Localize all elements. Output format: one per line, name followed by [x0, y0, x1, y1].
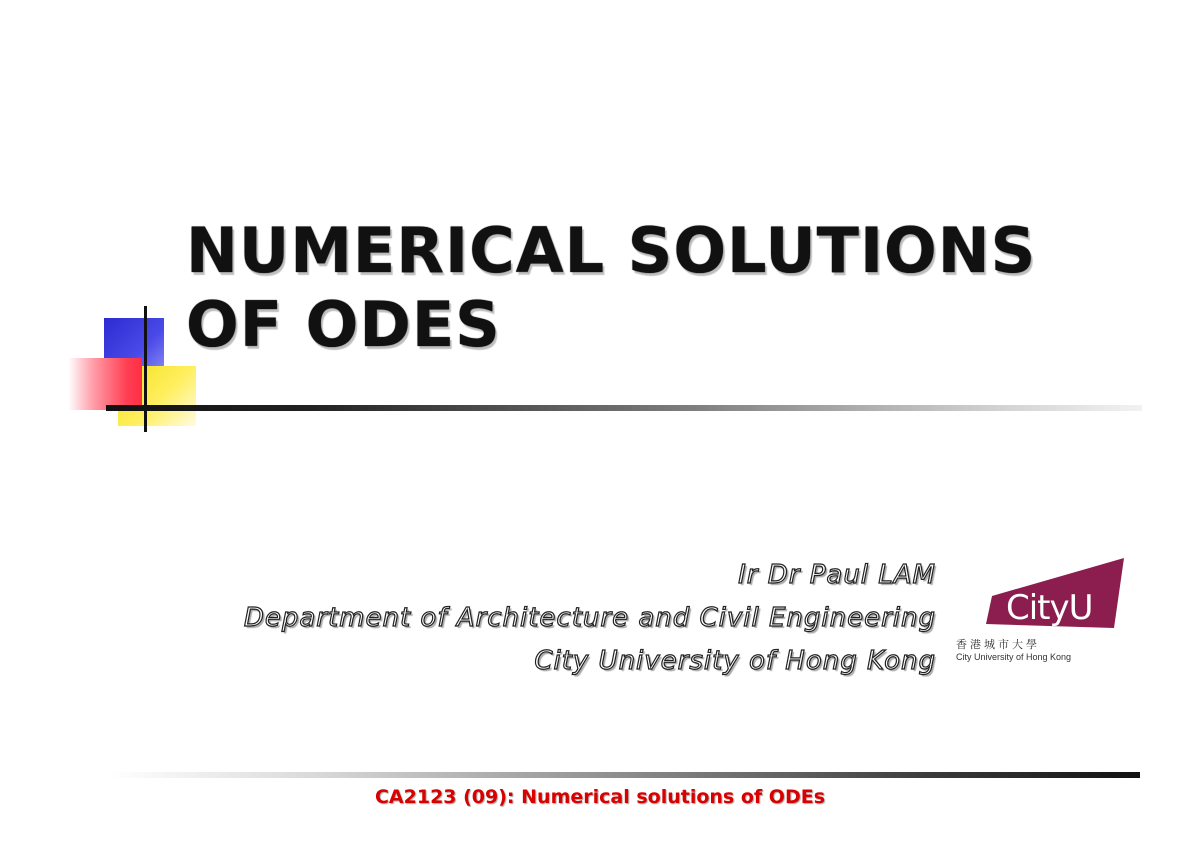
red-square-decoration: [68, 358, 142, 410]
title-underline-rule: [106, 405, 1142, 411]
title-line-1: NUMERICAL SOLUTIONS: [186, 214, 1037, 287]
author-name: Ir Dr Paul LAM: [738, 560, 936, 590]
logo-wordmark: CityU: [1006, 588, 1093, 628]
slide-title: [186, 214, 1086, 362]
author-block: [244, 554, 936, 683]
footer-rule: [110, 772, 1140, 778]
vertical-rule: [144, 306, 147, 432]
logo-chinese-name: 香港城市大學: [956, 638, 1040, 651]
author-university: City University of Hong Kong: [534, 646, 936, 676]
logo-english-name: City University of Hong Kong: [956, 652, 1072, 662]
cityu-logo: [954, 556, 1134, 666]
title-line-2: OF ODES: [186, 288, 501, 361]
footer-course-title: CA2123 (09): Numerical solutions of ODEs: [374, 786, 826, 808]
author-department: Department of Architecture and Civil Engineering: [243, 603, 936, 633]
